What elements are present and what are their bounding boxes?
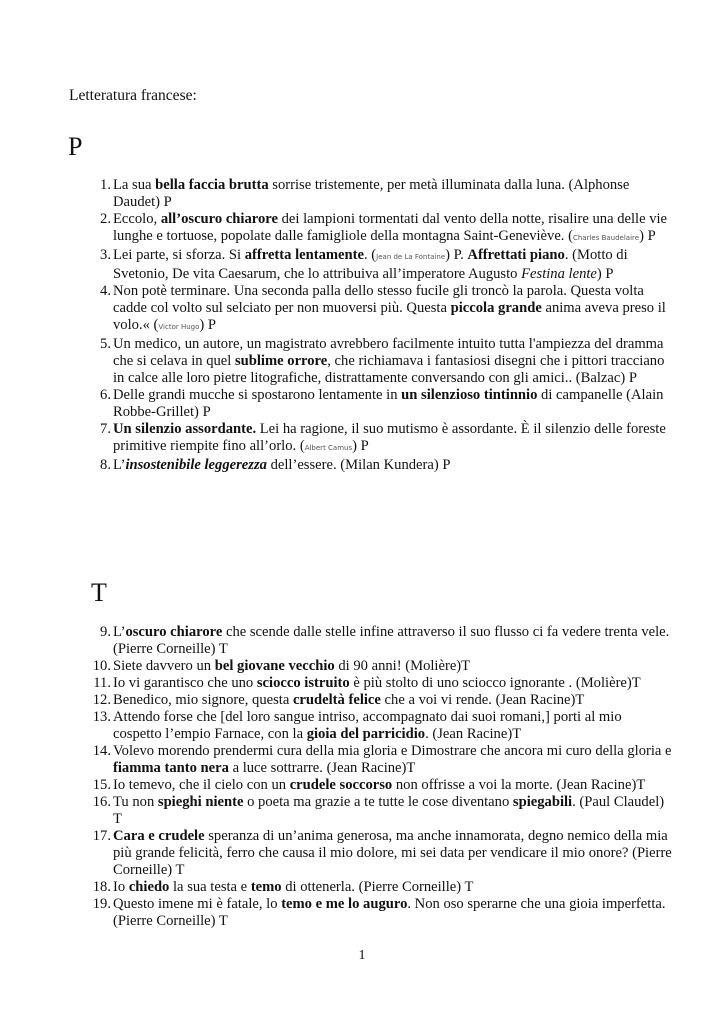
quote-number: 7 . [89, 421, 111, 438]
quote-text: Benedico, mio signore, questa [113, 692, 293, 708]
quote-text: . ( [363, 247, 377, 263]
quote-text: L’ [113, 457, 126, 473]
quote-text: ) P [596, 266, 614, 282]
quote-number: 10 . [89, 658, 111, 675]
quote-text: Tu non [113, 794, 158, 810]
quote-text: dell’essere. (Milan Kundera) P [266, 457, 451, 473]
quote-text: sorrise tristemente, per metà illuminata dalla luna. (Alphonse Daudet) P [113, 177, 630, 210]
quote-item [100, 247, 673, 283]
quote-text: di campanelle (Alain Robbe-Grillet) P [113, 387, 664, 420]
quote-item [92, 777, 673, 794]
quote-item [92, 692, 673, 709]
quote-text: ) P. [445, 247, 468, 263]
quote-text: speranza di un’anima generosa, ma anche innamorata, degno nemico della mia più grande felicità, ferro che causa il mio dolore, mi sei data per vendicare il mio onore? (Pierre Corneille) T [113, 828, 672, 878]
quote-text: Io vi garantisco che uno [113, 675, 257, 691]
emphasis-bold: piccola grande [450, 300, 542, 316]
quote-text: dei lampioni tormentati dal vento della notte, risalire una delle vie lunghe e tortuose, popolate dalle famigliole della montagna Saint-Geneviève. ( [113, 211, 668, 244]
quote-text: , che richiamava i fantasiosi disegni che i pittori tracciano in calce alle loro pietre litografiche, distrattamente conversando con gli amici.. (Balzac) P [113, 353, 665, 386]
quote-text: o poeta ma grazie a te tutte le cose diventano [243, 794, 513, 810]
author-attribution: Charles Baudelaire [572, 234, 640, 242]
quote-list-t [92, 624, 673, 930]
quote-text: Io temevo, che il cielo con un [113, 777, 290, 793]
quote-text: di ottenerla. (Pierre Corneille) T [281, 879, 474, 895]
quote-text: Delle grandi mucche si spostarono lentamente in [113, 387, 402, 403]
quote-number: 6 . [89, 387, 111, 404]
quote-text: di 90 anni! (Molière)T [334, 658, 471, 674]
emphasis-bold: bella faccia brutta [155, 177, 269, 193]
emphasis-bold: fiamma tanto nera [113, 760, 229, 776]
author-attribution: Albert Camus [304, 444, 353, 452]
emphasis-bold: all’oscuro chiarore [160, 211, 278, 227]
quote-text: ) P [352, 438, 369, 454]
emphasis-bold: affretta lentamente [244, 247, 364, 263]
quote-item [100, 211, 673, 247]
emphasis-bold: spiegabili [512, 794, 573, 810]
author-attribution: Victor Hugo [158, 323, 200, 331]
quote-number: 1 . [89, 177, 111, 194]
quote-number: 18 . [89, 879, 111, 896]
quote-number: 19 . [89, 896, 111, 913]
quote-item [100, 457, 673, 474]
quote-text: Io [113, 879, 129, 895]
emphasis-bold: crudele soccorso [289, 777, 393, 793]
quote-item [100, 624, 673, 658]
emphasis-bold-italic: insostenibile leggerezza [125, 457, 267, 473]
quote-text: Volevo morendo prendermi cura della mia gloria e Dimostrare che ancora mi curo della gloria e [113, 743, 672, 759]
quote-text: La sua [113, 177, 156, 193]
emphasis-bold: temo e me lo auguro [281, 896, 408, 912]
quote-text: che scende dalle stelle infine attraverso il suo flusso ci fa vedere trenta vele. (Pierre Corneille) T [113, 624, 670, 657]
quote-text: anima aveva preso il volo.« ( [113, 300, 666, 333]
quote-text: che a voi vi rende. (Jean Racine)T [380, 692, 585, 708]
quote-item [92, 828, 673, 879]
quote-text: . (Jean Racine)T [425, 726, 522, 742]
quote-text: ) P [199, 317, 217, 333]
quote-text: Questo imene mi è fatale, lo [113, 896, 282, 912]
emphasis-bold: temo [250, 879, 282, 895]
quote-text: Un medico, un autore, un magistrato avrebbero facilmente intuito tutta l'ampiezza del dramma che si celava in quel [113, 336, 664, 369]
quote-number: 15 . [89, 777, 111, 794]
quote-item [100, 421, 673, 457]
quote-number: 8 . [89, 457, 111, 474]
page-number: 1 [358, 948, 366, 963]
quote-list-p [100, 177, 673, 474]
quote-number: 17 . [89, 828, 111, 845]
quote-item [92, 879, 673, 896]
section-letter-p: P [68, 132, 83, 161]
quote-item [92, 896, 673, 930]
quote-item [92, 658, 673, 675]
quote-number: 13 . [89, 709, 111, 726]
quote-text: . (Motto di Svetonio, De vita Caesarum, che lo attribuiva all’imperatore Augusto [113, 247, 628, 282]
quote-number: 11 . [89, 675, 111, 692]
quote-item [100, 177, 673, 211]
quote-number: 4 . [89, 283, 111, 300]
quote-text: Siete davvero un [113, 658, 215, 674]
emphasis-italic: Festina lente [521, 266, 597, 282]
emphasis-bold: bel giovane vecchio [214, 658, 335, 674]
quote-text: . Non oso sperarne che una gioia imperfetta. (Pierre Corneille) T [113, 896, 666, 929]
quote-number: 16 . [89, 794, 111, 811]
quote-number: 2 . [89, 211, 111, 228]
document-heading: Letteratura francese: [69, 87, 197, 104]
quote-text: Attendo forse che [del loro sangue intriso, accompagnato dai suoi romani,] porti al mio cospetto l’empio Farnace, con la [113, 709, 622, 742]
section-letter-t: T [91, 578, 107, 607]
quote-item [93, 675, 673, 692]
quote-item [92, 794, 673, 828]
emphasis-bold: oscuro chiarore [125, 624, 223, 640]
quote-text: L’ [113, 624, 126, 640]
emphasis-bold: Cara e crudele [113, 828, 205, 844]
quote-text: Lei ha ragione, il suo mutismo è assordante. È il silenzio delle foreste primitive riempite fino all’orlo. ( [113, 421, 666, 454]
quote-text: Eccolo, [113, 211, 161, 227]
quote-text: Lei parte, si sforza. Si [113, 247, 245, 263]
quote-item [92, 709, 673, 743]
emphasis-bold: Un silenzio assordante. [113, 421, 257, 437]
quote-text: . (Paul Claudel) T [113, 794, 665, 827]
emphasis-bold: sciocco istruito [256, 675, 350, 691]
quote-item [92, 743, 673, 777]
emphasis-bold: sublime orrore [234, 353, 328, 369]
quote-number: 9 . [89, 624, 111, 641]
quote-item [100, 387, 673, 421]
quote-text: è più stolto di uno sciocco ignorante . (Molière)T [349, 675, 641, 691]
emphasis-bold: spieghi niente [157, 794, 244, 810]
emphasis-bold: un silenzioso tintinnio [401, 387, 538, 403]
quote-text: a luce sottrarre. (Jean Racine)T [228, 760, 416, 776]
quote-text: non offrisse a voi la morte. (Jean Racine)T [392, 777, 646, 793]
quote-number: 3 . [89, 247, 111, 264]
emphasis-bold: crudeltà felice [292, 692, 381, 708]
emphasis-bold: gioia del parricidio [306, 726, 426, 742]
quote-text: la sua testa e [169, 879, 251, 895]
quote-number: 5 . [89, 336, 111, 353]
author-attribution: Jean de La Fontaine [376, 253, 446, 261]
quote-text: Non potè terminare. Una seconda palla dello stesso fucile gli troncò la parola. Questa volta cadde col volto sul selciato per non muoversi più. Questa [113, 283, 644, 316]
quote-text: ) P [639, 228, 656, 244]
quote-number: 12 . [89, 692, 111, 709]
emphasis-bold: Affrettati piano [467, 247, 565, 263]
quote-item [100, 283, 673, 336]
quote-item [100, 336, 673, 387]
emphasis-bold: chiedo [128, 879, 170, 895]
quote-number: 14 . [89, 743, 111, 760]
